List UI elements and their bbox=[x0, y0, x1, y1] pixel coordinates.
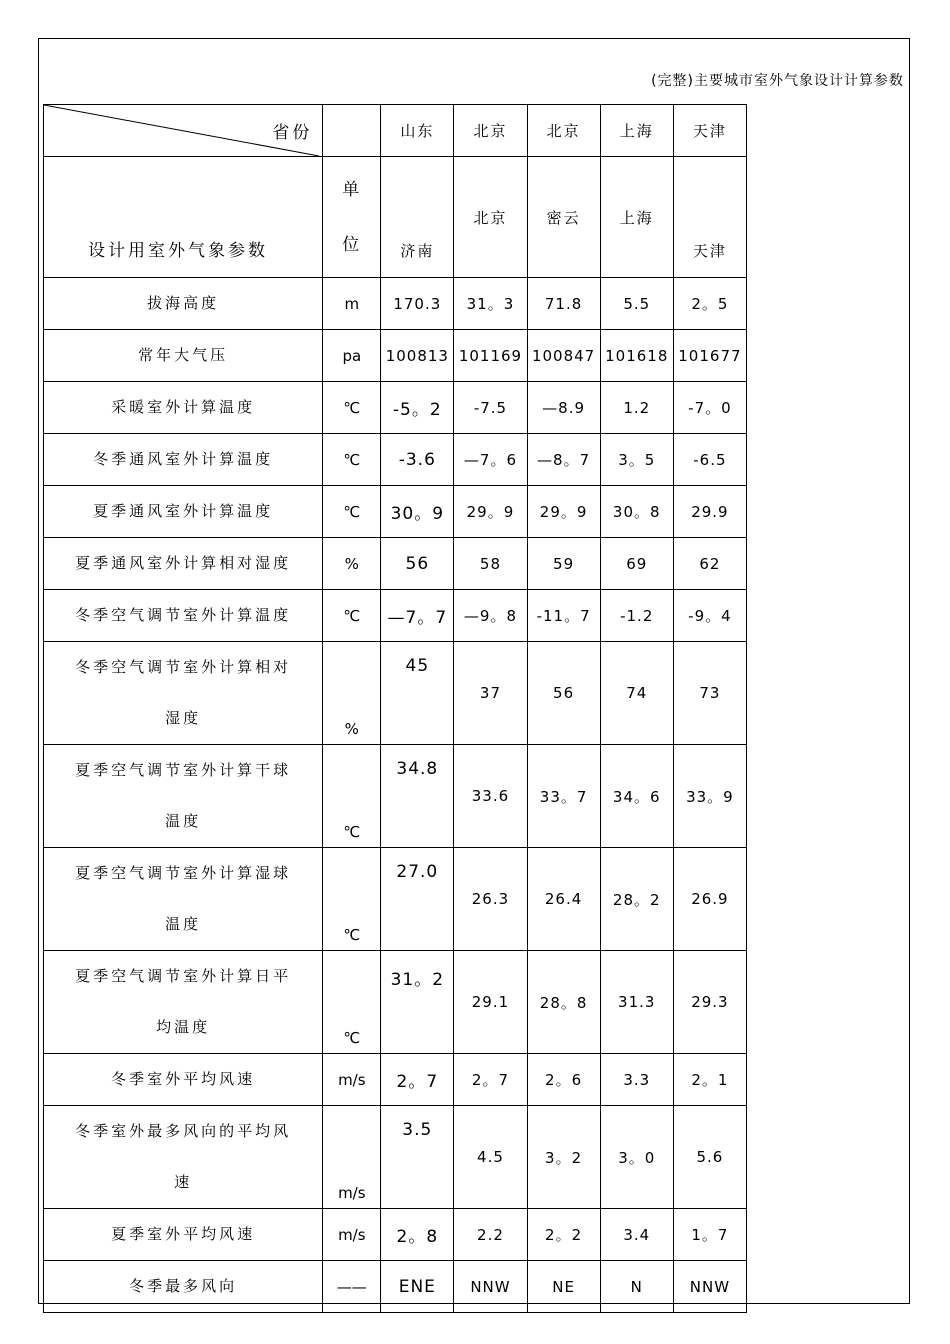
value-cell: 73 bbox=[673, 642, 746, 745]
station-header-row bbox=[44, 157, 747, 278]
station-cell: 上海 bbox=[600, 157, 673, 278]
value-cell: 3.5 bbox=[381, 1106, 454, 1209]
value-cell: —8.9 bbox=[527, 382, 600, 434]
param-name: 冬季通风室外计算温度 bbox=[44, 434, 323, 486]
param-unit: ℃ bbox=[323, 486, 381, 538]
param-name: 采暖室外计算温度 bbox=[44, 382, 323, 434]
param-name-line2: 速 bbox=[174, 1173, 193, 1191]
unit-header-cell bbox=[323, 157, 381, 278]
table-row bbox=[44, 590, 747, 642]
param-name-line1: 冬季室外最多风向的平均风 bbox=[75, 1122, 292, 1140]
value-cell: 2。1 bbox=[673, 1054, 746, 1106]
param-header: 设计用室外气象参数 bbox=[88, 241, 268, 261]
province-header-row bbox=[44, 105, 747, 157]
param-name-line1: 夏季空气调节室外计算干球 bbox=[75, 761, 292, 779]
table-row bbox=[44, 382, 747, 434]
value-cell: -7.5 bbox=[454, 382, 527, 434]
value-cell: 34.8 bbox=[381, 745, 454, 848]
value-cell: 3。0 bbox=[600, 1106, 673, 1209]
table-row bbox=[44, 434, 747, 486]
param-name: 冬季最多风向 bbox=[44, 1261, 323, 1313]
value-cell: 5.6 bbox=[673, 1106, 746, 1209]
param-unit: pa bbox=[323, 330, 381, 382]
value-cell: 34。6 bbox=[600, 745, 673, 848]
param-name: 夏季室外平均风速 bbox=[44, 1209, 323, 1261]
param-name: 冬季空气调节室外计算温度 bbox=[44, 590, 323, 642]
value-cell: NNW bbox=[673, 1261, 746, 1313]
value-cell: 56 bbox=[527, 642, 600, 745]
value-cell: 26.4 bbox=[527, 848, 600, 951]
value-cell: 33。9 bbox=[673, 745, 746, 848]
value-cell: 37 bbox=[454, 642, 527, 745]
param-unit: m/s bbox=[323, 1054, 381, 1106]
param-unit: % bbox=[323, 642, 381, 745]
table-row bbox=[44, 1261, 747, 1313]
param-unit: m/s bbox=[323, 1106, 381, 1209]
unit-header-line1: 单 bbox=[342, 180, 362, 200]
value-cell: 4.5 bbox=[454, 1106, 527, 1209]
value-cell: -11。7 bbox=[527, 590, 600, 642]
value-cell: 101677 bbox=[673, 330, 746, 382]
param-unit: —— bbox=[323, 1261, 381, 1313]
value-cell: 26.9 bbox=[673, 848, 746, 951]
param-name bbox=[44, 642, 323, 745]
value-cell: 2。7 bbox=[381, 1054, 454, 1106]
value-cell: 2。7 bbox=[454, 1054, 527, 1106]
value-cell: 31。3 bbox=[454, 278, 527, 330]
value-cell: NNW bbox=[454, 1261, 527, 1313]
value-cell: —7。6 bbox=[454, 434, 527, 486]
station-cell: 密云 bbox=[527, 157, 600, 278]
param-name-line2: 湿度 bbox=[165, 709, 202, 727]
value-cell: 28。2 bbox=[600, 848, 673, 951]
value-cell: 27.0 bbox=[381, 848, 454, 951]
document-title: (完整)主要城市室外气象设计计算参数 bbox=[651, 73, 904, 89]
province-cell: 上海 bbox=[600, 105, 673, 157]
param-unit: m/s bbox=[323, 1209, 381, 1261]
province-cell: 北京 bbox=[454, 105, 527, 157]
value-cell: 56 bbox=[381, 538, 454, 590]
value-cell: 29.1 bbox=[454, 951, 527, 1054]
unit-header-empty bbox=[323, 105, 381, 157]
param-header-cell bbox=[44, 157, 323, 278]
station-cell: 北京 bbox=[454, 157, 527, 278]
param-name-line2: 温度 bbox=[165, 915, 202, 933]
value-cell: 29.9 bbox=[673, 486, 746, 538]
value-cell: —8。7 bbox=[527, 434, 600, 486]
param-unit: ℃ bbox=[323, 382, 381, 434]
value-cell: NE bbox=[527, 1261, 600, 1313]
param-name: 拔海高度 bbox=[44, 278, 323, 330]
value-cell: 69 bbox=[600, 538, 673, 590]
value-cell: 101169 bbox=[454, 330, 527, 382]
table-row bbox=[44, 745, 747, 848]
value-cell: 30。8 bbox=[600, 486, 673, 538]
value-cell: 3.3 bbox=[600, 1054, 673, 1106]
param-name-line1: 冬季空气调节室外计算相对 bbox=[75, 658, 292, 676]
value-cell: 3。5 bbox=[600, 434, 673, 486]
value-cell: -5。2 bbox=[381, 382, 454, 434]
value-cell: 30。9 bbox=[381, 486, 454, 538]
param-name-line2: 均温度 bbox=[156, 1018, 211, 1036]
value-cell: 1。7 bbox=[673, 1209, 746, 1261]
value-cell: 59 bbox=[527, 538, 600, 590]
param-unit: ℃ bbox=[323, 951, 381, 1054]
value-cell: 33。7 bbox=[527, 745, 600, 848]
value-cell: -7。0 bbox=[673, 382, 746, 434]
value-cell: 29。9 bbox=[454, 486, 527, 538]
value-cell: 26.3 bbox=[454, 848, 527, 951]
province-cell: 北京 bbox=[527, 105, 600, 157]
value-cell: -6.5 bbox=[673, 434, 746, 486]
value-cell: 1.2 bbox=[600, 382, 673, 434]
value-cell: 2。8 bbox=[381, 1209, 454, 1261]
value-cell: 170.3 bbox=[381, 278, 454, 330]
param-unit: ℃ bbox=[323, 434, 381, 486]
table-row bbox=[44, 486, 747, 538]
value-cell: ENE bbox=[381, 1261, 454, 1313]
value-cell: 3.4 bbox=[600, 1209, 673, 1261]
value-cell: N bbox=[600, 1261, 673, 1313]
param-name: 冬季室外平均风速 bbox=[44, 1054, 323, 1106]
value-cell: 45 bbox=[381, 642, 454, 745]
unit-header-line2: 位 bbox=[342, 235, 362, 255]
station-cell: 济南 bbox=[381, 157, 454, 278]
param-unit: ℃ bbox=[323, 745, 381, 848]
param-name-line1: 夏季空气调节室外计算湿球 bbox=[75, 864, 292, 882]
param-name: 常年大气压 bbox=[44, 330, 323, 382]
value-cell: 2。5 bbox=[673, 278, 746, 330]
value-cell: 33.6 bbox=[454, 745, 527, 848]
value-cell: 100847 bbox=[527, 330, 600, 382]
value-cell: 74 bbox=[600, 642, 673, 745]
param-unit: ℃ bbox=[323, 590, 381, 642]
value-cell: 2。6 bbox=[527, 1054, 600, 1106]
table-row bbox=[44, 330, 747, 382]
value-cell: 2。2 bbox=[527, 1209, 600, 1261]
value-cell: 62 bbox=[673, 538, 746, 590]
value-cell: 31。2 bbox=[381, 951, 454, 1054]
table-row bbox=[44, 1054, 747, 1106]
param-name bbox=[44, 951, 323, 1054]
param-unit: m bbox=[323, 278, 381, 330]
table-row bbox=[44, 1106, 747, 1209]
value-cell: 29。9 bbox=[527, 486, 600, 538]
corner-cell bbox=[44, 105, 323, 157]
corner-label: 省份 bbox=[272, 123, 313, 143]
table-row bbox=[44, 1209, 747, 1261]
value-cell: —7。7 bbox=[381, 590, 454, 642]
param-name-line2: 温度 bbox=[165, 812, 202, 830]
value-cell: 2.2 bbox=[454, 1209, 527, 1261]
param-unit: ℃ bbox=[323, 848, 381, 951]
value-cell: 101618 bbox=[600, 330, 673, 382]
weather-parameters-table bbox=[43, 104, 747, 1313]
value-cell: —9。8 bbox=[454, 590, 527, 642]
value-cell: 100813 bbox=[381, 330, 454, 382]
province-cell: 山东 bbox=[381, 105, 454, 157]
value-cell: 3。2 bbox=[527, 1106, 600, 1209]
value-cell: 71.8 bbox=[527, 278, 600, 330]
value-cell: -1.2 bbox=[600, 590, 673, 642]
table-row bbox=[44, 951, 747, 1054]
value-cell: 5.5 bbox=[600, 278, 673, 330]
param-unit: % bbox=[323, 538, 381, 590]
value-cell: 31.3 bbox=[600, 951, 673, 1054]
table-row bbox=[44, 642, 747, 745]
table-row bbox=[44, 538, 747, 590]
value-cell: -9。4 bbox=[673, 590, 746, 642]
param-name bbox=[44, 745, 323, 848]
value-cell: 28。8 bbox=[527, 951, 600, 1054]
value-cell: -3.6 bbox=[381, 434, 454, 486]
value-cell: 29.3 bbox=[673, 951, 746, 1054]
param-name bbox=[44, 848, 323, 951]
param-name bbox=[44, 1106, 323, 1209]
value-cell: 58 bbox=[454, 538, 527, 590]
param-name-line1: 夏季空气调节室外计算日平 bbox=[75, 967, 292, 985]
param-name: 夏季通风室外计算相对湿度 bbox=[44, 538, 323, 590]
table-row bbox=[44, 278, 747, 330]
province-cell: 天津 bbox=[673, 105, 746, 157]
station-cell: 天津 bbox=[673, 157, 746, 278]
table-row bbox=[44, 848, 747, 951]
param-name: 夏季通风室外计算温度 bbox=[44, 486, 323, 538]
